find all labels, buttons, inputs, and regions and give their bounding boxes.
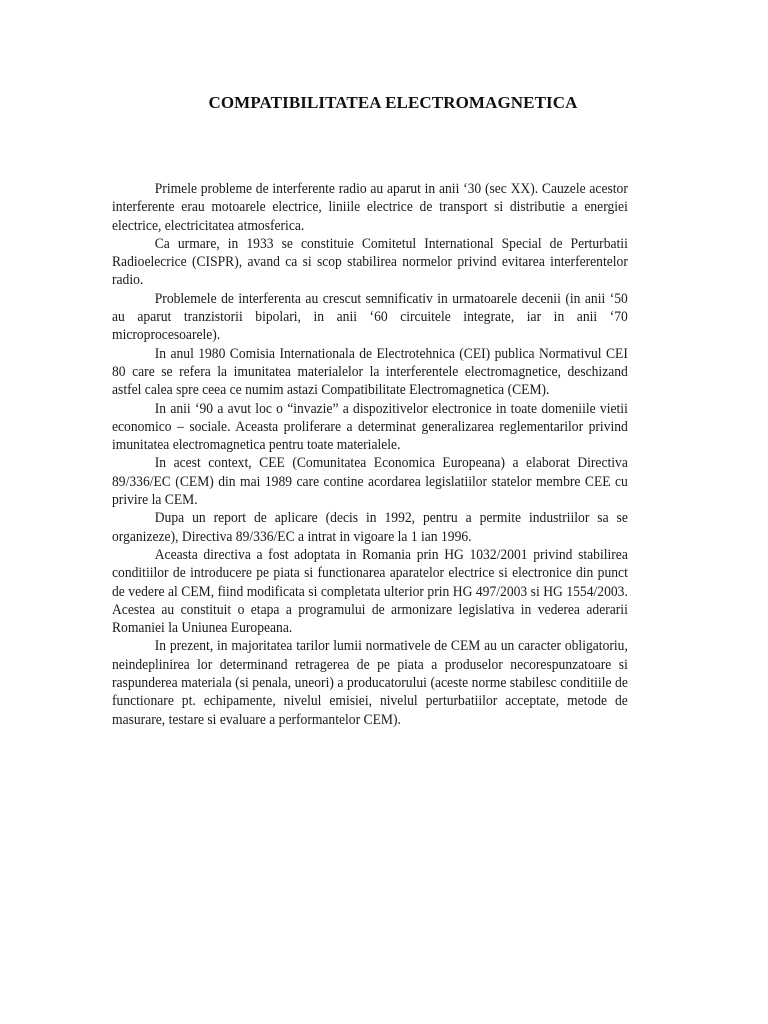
document-body <box>112 180 628 729</box>
paragraph: In anul 1980 Comisia Internationala de Electrotehnica (CEI) publica Normativul CEI 80 care se refera la imunitatea materialelor la interferentele electromagnetice, deschizand astfel calea spre ceea ce numim astazi Compatibilitate Electromagnetica (CEM). <box>112 345 628 399</box>
paragraph: Dupa un report de aplicare (decis in 1992, pentru a permite industriilor sa se organizeze), Directiva 89/336/EC a intrat in vigoare la 1 ian 1996. <box>112 510 628 545</box>
paragraph: Problemele de interferenta au crescut semnificativ in urmatoarele decenii (in anii ‘50 au aparut tranzistorii bipolari, in anii ‘60 circuitele integrate, iar in anii ‘70 microprocesoarele). <box>112 290 628 344</box>
paragraph: In acest context, CEE (Comunitatea Economica Europeana) a elaborat Directiva 89/336/EC (CEM) din mai 1989 care contine acordarea legislatiilor statelor membre CEE cu privire la CEM. <box>112 455 628 509</box>
paragraph: In prezent, in majoritatea tarilor lumii normativele de CEM au un caracter obligatoriu, neindeplinirea lor determinand retragerea de pe piata a produselor necorespunzatoare si raspunderea materiala (si penala, uneori) a producatorului (aceste norme stabilesc conditiile de functionare pt. echipamente, nivelul emisiei, nivelul perturbatiilor acceptate, metode de masurare, testare si evaluare a performantelor CEM). <box>112 638 628 728</box>
paragraph: Primele probleme de interferente radio au aparut in anii ‘30 (sec XX). Cauzele acestor interferente erau motoarele electrice, liniile electrice de transport si distributie a energiei electrice, electricitatea atmosferica. <box>112 181 628 234</box>
paragraph: Aceasta directiva a fost adoptata in Romania prin HG 1032/2001 privind stabilirea conditiilor de introducere pe piata si functionarea aparatelor electrice si electronice din punct de vedere al CEM, fiind modificata si completata ulterior prin HG 497/2003 si HG 1554/2003. Acestea au constituit o etapa a programului de armonizare legislativa in vederea aderarii Romaniei la Uniunea Europeana. <box>112 546 628 637</box>
paragraph: In anii ‘90 a avut loc o “invazie” a dispozitivelor electronice in toate domeniile vietii economico – sociale. Aceasta proliferare a determinat generalizarea reglementarilor privind imunitatea electromagnetica pentru toate materialele. <box>112 400 628 454</box>
document-title: COMPATIBILITATEA ELECTROMAGNETICA <box>208 93 578 112</box>
paragraph: Ca urmare, in 1933 se constituie Comitetul International Special de Perturbatii Radioelecrice (CISPR), avand ca si scop stabilirea normelor privind evitarea interferentelor radio. <box>112 235 628 289</box>
